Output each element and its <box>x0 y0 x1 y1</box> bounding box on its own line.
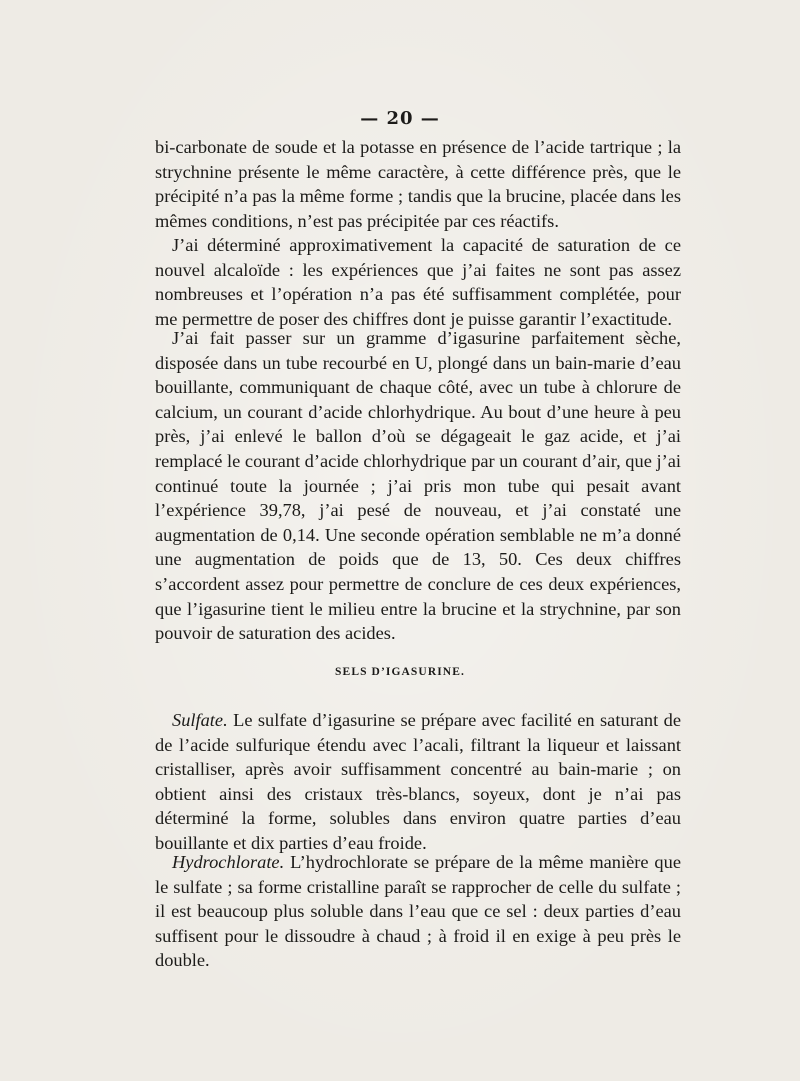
section-heading: SELS D’IGASURINE. <box>335 666 465 678</box>
hydrochlorate-label: Hydrochlorate. <box>172 852 285 872</box>
paragraph-3-text: J’ai fait passer sur un gramme d’igasurine parfaitement sèche, disposée dans un tube recourbé en U, plongé dans un bain-marie d’eau bouillante, communiquant de chaque côté, avec un tube à chlorure de calcium, un courant d’acide chlorhydrique. Au bout d’une heure à peu près, j’ai enlevé le ballon d’où se dégageait le gaz acide, et j’ai remplacé le courant d’acide chlorhydrique par un courant d’air, que j’ai continué toute la journée ; j’ai pris mon tube qui pesait avant l’expérience 39,78, j’ai pesé de nouveau, et j’ai constaté une augmentation de 0,14. Une seconde opération semblable ne m’a donné une augmentation de poids que de 13, 50. Ces deux chiffres s’accordent assez pour permettre de conclure de ces deux expériences, que l’igasurine tient le milieu entre la brucine et la strychnine, par son pouvoir de saturation des acides. <box>155 328 681 644</box>
page-number: — 20 — <box>360 108 440 129</box>
hydrochlorate-paragraph <box>155 850 681 973</box>
paragraph-1 <box>155 135 681 233</box>
paragraph-2 <box>155 233 681 331</box>
paragraph-3 <box>155 326 681 646</box>
hydrochlorate-body: L’hydrochlorate se prépare de la même manière que le sulfate ; sa forme cristalline paraît se rapprocher de celle du sulfate ; il est beaucoup plus soluble dans l’eau que ce sel : deux parties d’eau suffisent pour le dissoudre à chaud ; à froid il en exige à peu près le double. <box>155 852 681 971</box>
hydrochlorate-text <box>155 850 681 973</box>
sulfate-body: Le sulfate d’igasurine se prépare avec facilité en saturant de de l’acide sulfurique étendu avec l’acali, filtrant la liqueur et laissant cristalliser, après avoir suffisamment concentré au bain-marie ; on obtient ainsi des cristaux très-blancs, soyeux, dont je n’ai pas déterminé la forme, solubles dans environ quatre parties d’eau bouillante et dix parties d’eau froide. <box>155 710 681 853</box>
paragraph-1-text: bi-carbonate de soude et la potasse en présence de l’acide tartrique ; la strychnine présente le même caractère, à cette différence près, que le précipité n’a pas la même forme ; tandis que la brucine, placée dans les mêmes conditions, n’est pas précipitée par ces réactifs. <box>155 137 681 231</box>
sulfate-text <box>155 708 681 856</box>
sulfate-paragraph <box>155 708 681 856</box>
sulfate-label: Sulfate. <box>172 710 228 730</box>
paragraph-2-text: J’ai déterminé approximativement la capacité de saturation de ce nouvel alcaloïde : les expériences que j’ai faites ne sont pas assez nombreuses et l’opération n’a pas été suffisamment complétée, pour me permettre de poser des chiffres dont je puisse garantir l’exactitude. <box>155 235 681 329</box>
